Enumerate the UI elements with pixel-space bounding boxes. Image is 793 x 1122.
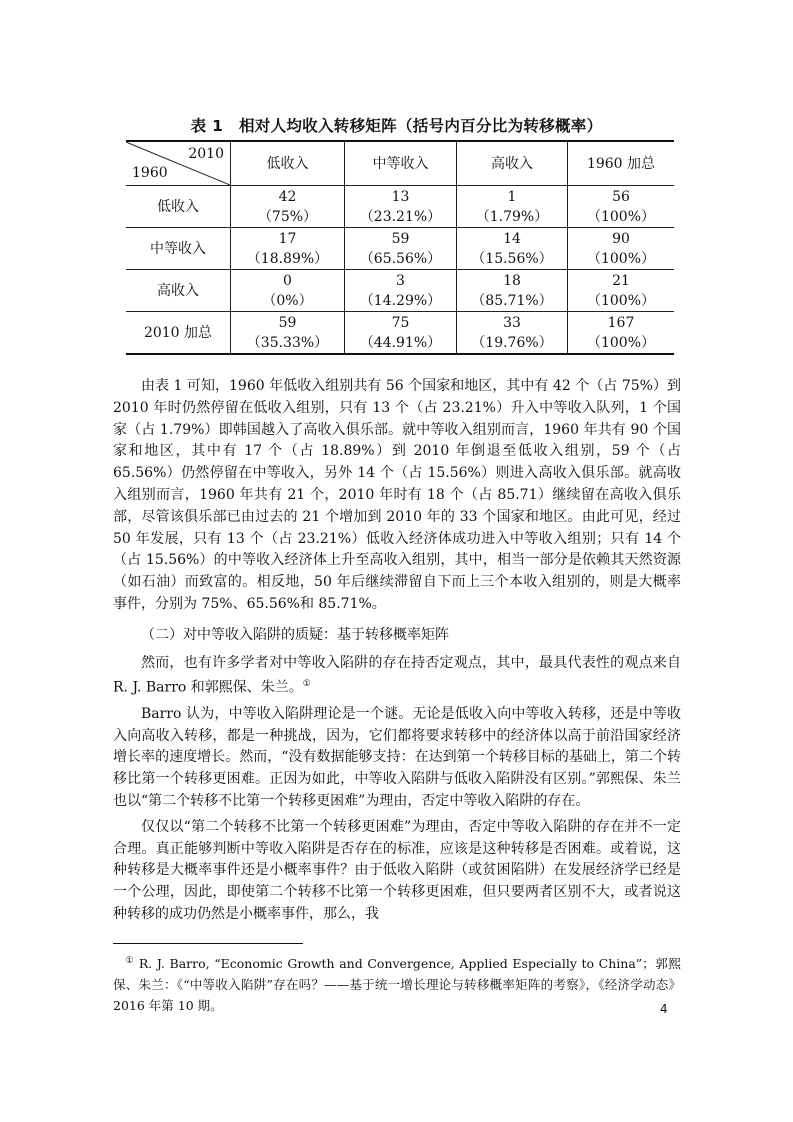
table-cell — [568, 228, 675, 270]
col-header: 高收入 — [457, 141, 568, 186]
table-cell — [231, 312, 345, 355]
cell-count: 1 — [507, 188, 517, 205]
cell-count: 59 — [278, 314, 297, 331]
cell-pct: （100%） — [586, 250, 656, 267]
table-cell — [457, 270, 568, 312]
transition-matrix-table — [126, 140, 674, 355]
table-cell — [345, 228, 457, 270]
cell-count: 14 — [503, 230, 521, 247]
cell-pct: （100%） — [586, 208, 656, 225]
cell-pct: （35.33%） — [246, 334, 329, 351]
table-row — [126, 270, 674, 312]
footnote-mark: ① — [125, 956, 135, 966]
table-cell — [568, 312, 675, 355]
table-cell — [231, 228, 345, 270]
cell-pct: （1.79%） — [475, 208, 549, 225]
body-text — [113, 376, 681, 926]
paragraph: Barro 认为，中等收入陷阱理论是一个谜。无论是低收入向中等收入转移，还是中等收入向高收入转移，都是一种挑战，因为，它们都将要求转移中的经济体以高于前沿国家经济增长率的速度增长。然而，“没有数据能够支持：在达到第一个转移目标的基础上，第二个转移比第一个转移更困难。正因为如此，中等收入陷阱与低收入陷阱没有区别。”郭熙保、朱兰也以“第二个转移不比第一个转移更困难”为理由，否定中等收入陷阱的存在。 — [113, 705, 681, 809]
table-cell — [457, 228, 568, 270]
table-row — [126, 312, 674, 355]
cell-pct: （100%） — [586, 292, 656, 309]
cell-count: 42 — [278, 188, 297, 205]
row-header: 高收入 — [126, 270, 231, 312]
col-header: 中等收入 — [345, 141, 457, 186]
page-number: 4 — [660, 1002, 668, 1016]
cell-pct: （85.71%） — [471, 292, 553, 309]
row-header: 低收入 — [126, 186, 231, 228]
paragraph-text: 然而，也有许多学者对中等收入陷阱的存在持否定观点，其中，最具代表性的观点来自 R. J. Barro 和郭熙保、朱兰。 — [113, 654, 681, 697]
cell-pct: （23.21%） — [359, 208, 442, 225]
footnote-ref[interactable]: ① — [302, 679, 311, 690]
cell-count: 0 — [283, 272, 292, 289]
table-cell — [568, 270, 675, 312]
cell-pct: （65.56%） — [359, 250, 442, 267]
paragraph: 仅仅以“第二个转移不比第一个转移更困难”为理由，否定中等收入陷阱的存在并不一定合理。真正能够判断中等收入陷阱是否存在的标准，应该是这种转移是否困难。或着说，这种转移是大概率事件还是小概率事件？由于低收入陷阱（或贫困陷阱）在发展经济学已经是一个公理，因此，即使第二个转移不比第一个转移更困难，但只要两者区别不大，或者说这种转移的成功仍然是小概率事件，那么，我 — [113, 818, 681, 922]
col-header: 低收入 — [231, 141, 345, 186]
cell-count: 167 — [607, 314, 635, 331]
footnote-entry — [113, 951, 681, 1016]
table-cell — [231, 270, 345, 312]
table-cell — [568, 186, 675, 228]
table-cell — [457, 312, 568, 355]
cell-pct: （100%） — [586, 334, 656, 351]
cell-count: 13 — [391, 188, 410, 205]
footnote-text: R. J. Barro, “Economic Growth and Convergence, Applied Especially to China”；郭熙保、朱兰：《“中等收入陷阱”存在吗？——基于统一增长理论与转移概率矩阵的考察》，《经济学动态》2016 年第 10 期。 — [113, 956, 682, 1014]
corner-col-year: 2010 — [188, 146, 224, 162]
paragraph: 由表 1 可知，1960 年低收入组别共有 56 个国家和地区，其中有 42 个（占 75%）到 2010 年时仍然停留在低收入组别，只有 13 个（占 23.21%）升入中等收入队列，1 个国家（占 1.79%）即韩国越入了高收入俱乐部。就中等收入组别而言，1960 年共有 90 个国家和地区，其中有 17 个（占 18.89%）到 2010 年倒退至低收入组别，59 个（占 65.56%）仍然停留在中等收入，另外 14 个（占 15.56%）则进入高收入俱乐部。就高收入组别而言，1960 年共有 21 个，2010 年时有 18 个（占 85.71）继续留在高收入俱乐部，尽管该俱乐部已由过去的 21 个增加到 2010 年的 33 个国家和地区。由此可见，经过 50 年发展，只有 13 个（占 23.21%）低收入经济体成功进入中等收入组别；只有 14 个（占 15.56%）的中等收入经济体上升至高收入组别，其中，相当一部分是依赖其天然资源（如石油）而致富的。相反地，50 年后继续滞留自下而上三个本收入组别的，则是大概率事件，分别为 75%、65.56%和 85.71%。 — [113, 378, 681, 612]
table-row — [126, 228, 674, 270]
cell-count: 17 — [278, 230, 297, 247]
table-cell — [345, 270, 457, 312]
cell-pct: （19.76%） — [471, 334, 553, 351]
table-corner-cell — [126, 141, 231, 186]
corner-row-year: 1960 — [132, 165, 168, 181]
cell-count: 75 — [391, 314, 410, 331]
cell-count: 3 — [396, 272, 405, 289]
footnote — [113, 951, 681, 1016]
section-heading: （二）对中等收入陷阱的质疑：基于转移概率矩阵 — [141, 626, 449, 643]
footnote-divider — [113, 943, 303, 944]
cell-count: 90 — [612, 230, 630, 247]
cell-pct: （15.56%） — [471, 250, 553, 267]
cell-count: 33 — [503, 314, 521, 331]
cell-pct: （0%） — [262, 292, 313, 309]
table-cell — [345, 186, 457, 228]
table-cell — [457, 186, 568, 228]
cell-pct: （75%） — [257, 208, 318, 225]
col-header: 1960 加总 — [568, 141, 675, 186]
cell-count: 56 — [612, 188, 630, 205]
cell-pct: （14.29%） — [359, 292, 442, 309]
cell-count: 21 — [612, 272, 630, 289]
cell-count: 18 — [503, 272, 521, 289]
table-caption: 表 1 相对人均收入转移矩阵（括号内百分比为转移概率） — [190, 117, 603, 135]
cell-pct: （18.89%） — [246, 250, 329, 267]
row-header: 中等收入 — [126, 228, 231, 270]
table-header-row — [126, 141, 674, 186]
cell-pct: （44.91%） — [359, 334, 442, 351]
row-header: 2010 加总 — [126, 312, 231, 355]
table-row — [126, 186, 674, 228]
paragraph — [113, 653, 681, 700]
table-cell — [231, 186, 345, 228]
table-cell — [345, 312, 457, 355]
cell-count: 59 — [391, 230, 410, 247]
